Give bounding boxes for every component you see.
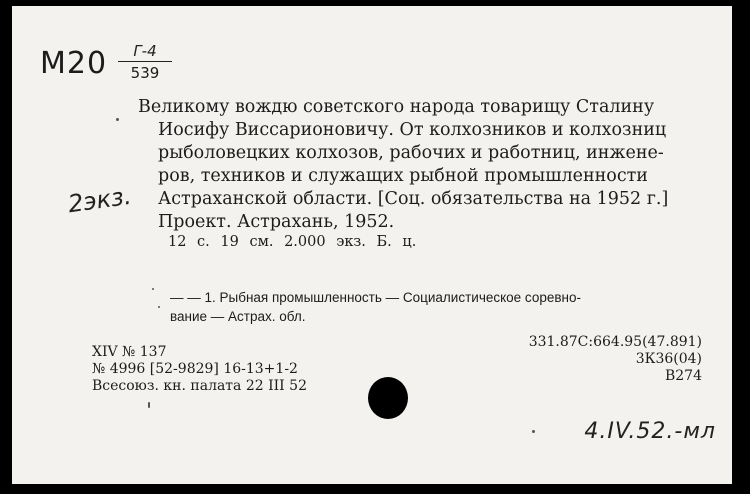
catalog-card bbox=[12, 6, 732, 484]
ink-speck bbox=[152, 288, 154, 290]
ink-speck bbox=[148, 402, 150, 408]
classification-code: 331.87С:664.95(47.891) bbox=[528, 334, 702, 350]
title-block bbox=[138, 96, 668, 234]
shelf-fraction bbox=[118, 42, 172, 82]
title-line: Астраханской области. [Соц. обязательства на 1952 г.] bbox=[158, 189, 669, 209]
handwritten-date: 4.IV.52.-мл bbox=[584, 419, 716, 444]
tracing-line: вание — Астрах. обл. bbox=[170, 309, 306, 324]
title-line: Проект. Астрахань, 1952. bbox=[158, 212, 395, 232]
title-line: Великому вождю советского народа товарищу Сталину bbox=[138, 97, 655, 117]
title-line: Иосифу Виссарионовичу. От колхозников и колхозниц bbox=[158, 120, 667, 140]
physical-description: 12 с. 19 см. 2.000 экз. Б. ц. bbox=[168, 234, 417, 250]
classification-code: В274 bbox=[664, 368, 702, 384]
handwritten-copies-note: 2экз. bbox=[66, 181, 133, 219]
ink-speck bbox=[116, 118, 119, 121]
registration-line: Всесоюз. кн. палата 22 III 52 bbox=[92, 378, 307, 394]
registration-line: № 4996 [52-9829] 16-13+1-2 bbox=[92, 361, 298, 377]
shelf-numerator: Г-4 bbox=[118, 42, 172, 62]
title-line: ров, техников и служащих рыбной промышленности bbox=[158, 166, 648, 186]
subject-tracing bbox=[170, 288, 581, 326]
ink-speck bbox=[532, 430, 535, 433]
ink-speck bbox=[158, 306, 160, 308]
card-punch-hole bbox=[368, 377, 408, 419]
tracing-line: — — 1. Рыбная промышленность — Социалистическое соревно- bbox=[170, 290, 581, 305]
registration-block bbox=[92, 344, 307, 395]
title-line: рыболовецких колхозов, рабочих и работниц, инжене- bbox=[158, 143, 664, 163]
shelf-code: М20 bbox=[40, 46, 108, 81]
classification-code: 3К36(04) bbox=[635, 351, 702, 367]
shelf-denominator: 539 bbox=[130, 64, 160, 82]
classification-block bbox=[529, 334, 702, 385]
registration-line: XIV № 137 bbox=[92, 344, 167, 360]
